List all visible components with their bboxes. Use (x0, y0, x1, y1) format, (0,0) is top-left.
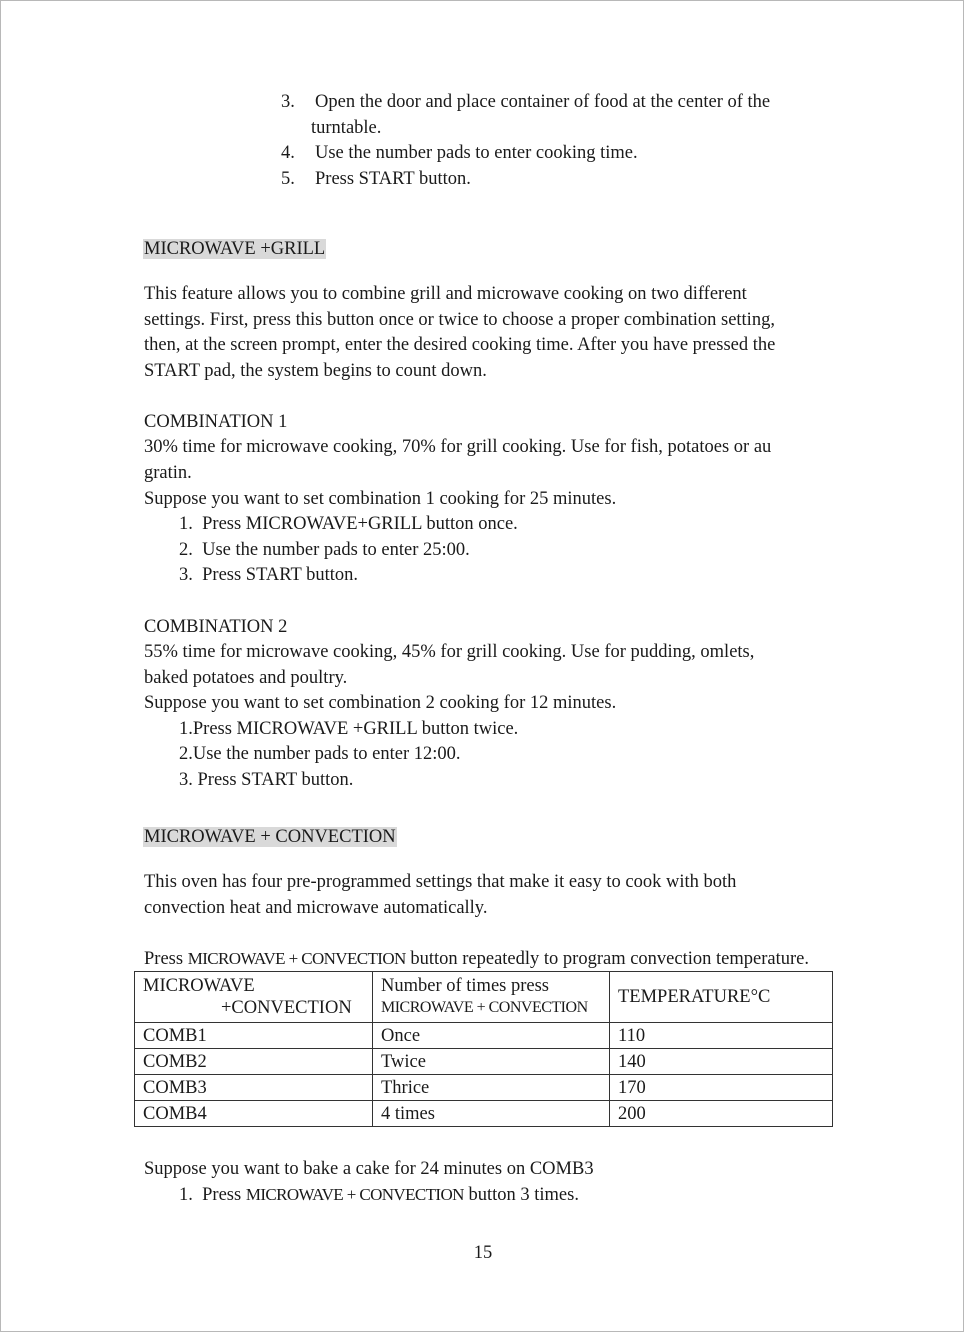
combination-1-desc-2: gratin. (144, 463, 192, 483)
combination-1-desc-1: 30% time for microwave cooking, 70% for grill cooking. Use for fish, potatoes or au (144, 437, 772, 457)
table-row: COMB4 4 times 200 (135, 1101, 833, 1127)
combination-2-desc-1: 55% time for microwave cooking, 45% for grill cooking. Use for pudding, omlets, (144, 642, 755, 662)
combination-2-step-3: 3. Press START button. (179, 770, 354, 790)
combination-2-suppose: Suppose you want to set combination 2 cooking for 12 minutes. (144, 693, 617, 713)
grill-para-line-4: START pad, the system begins to count down. (144, 361, 487, 381)
grill-para-line-2: settings. First, press this button once or twice to choose a proper combination setting, (144, 310, 775, 330)
combination-1-step-3: 3. Press START button. (179, 565, 359, 585)
step-5: 5. Press START button. (281, 169, 471, 189)
section-heading-convection: MICROWAVE + CONVECTION (144, 827, 396, 847)
page-number: 15 (473, 1243, 493, 1263)
step-3: 3. Open the door and place container of food at the center of the (281, 92, 771, 112)
header-mode: MICROWAVE +CONVECTION (135, 972, 373, 1023)
table-row: COMB2 Twice 140 (135, 1049, 833, 1075)
combination-2-title: COMBINATION 2 (144, 617, 288, 637)
table-header-row (135, 972, 833, 1023)
convection-suppose: Suppose you want to bake a cake for 24 minutes on COMB3 (144, 1159, 594, 1179)
combination-2-step-2: 2.Use the number pads to enter 12:00. (179, 744, 461, 764)
convection-press-instruction: Press MICROWAVE + CONVECTION button repeatedly to program convection temperature. (144, 949, 809, 969)
table-row: COMB3 Thrice 170 (135, 1075, 833, 1101)
convection-para-line-1: This oven has four pre-programmed settings that make it easy to cook with both (144, 872, 737, 892)
table-row: COMB1 Once 110 (135, 1023, 833, 1049)
combination-2-desc-2: baked potatoes and poultry. (144, 668, 348, 688)
combination-1-step-2: 2. Use the number pads to enter 25:00. (179, 540, 470, 560)
step-4: 4. Use the number pads to enter cooking time. (281, 143, 638, 163)
header-times-pressed: Number of times press MICROWAVE + CONVECTION (373, 972, 610, 1023)
convection-step-1: 1. Press MICROWAVE + CONVECTION button 3 times. (179, 1185, 579, 1205)
step-3-continued: turntable. (311, 118, 382, 138)
combination-1-title: COMBINATION 1 (144, 412, 288, 432)
header-temperature: TEMPERATURE°C (610, 972, 833, 1023)
grill-para-line-3: then, at the screen prompt, enter the desired cooking time. After you have pressed the (144, 335, 776, 355)
combination-1-step-1: 1. Press MICROWAVE+GRILL button once. (179, 514, 518, 534)
convection-para-line-2: convection heat and microwave automatically. (144, 898, 488, 918)
convection-table (134, 971, 833, 1127)
grill-para-line-1: This feature allows you to combine grill and microwave cooking on two different (144, 284, 747, 304)
section-heading-grill: MICROWAVE +GRILL (144, 239, 326, 259)
combination-2-step-1: 1.Press MICROWAVE +GRILL button twice. (179, 719, 519, 739)
combination-1-suppose: Suppose you want to set combination 1 cooking for 25 minutes. (144, 489, 617, 509)
